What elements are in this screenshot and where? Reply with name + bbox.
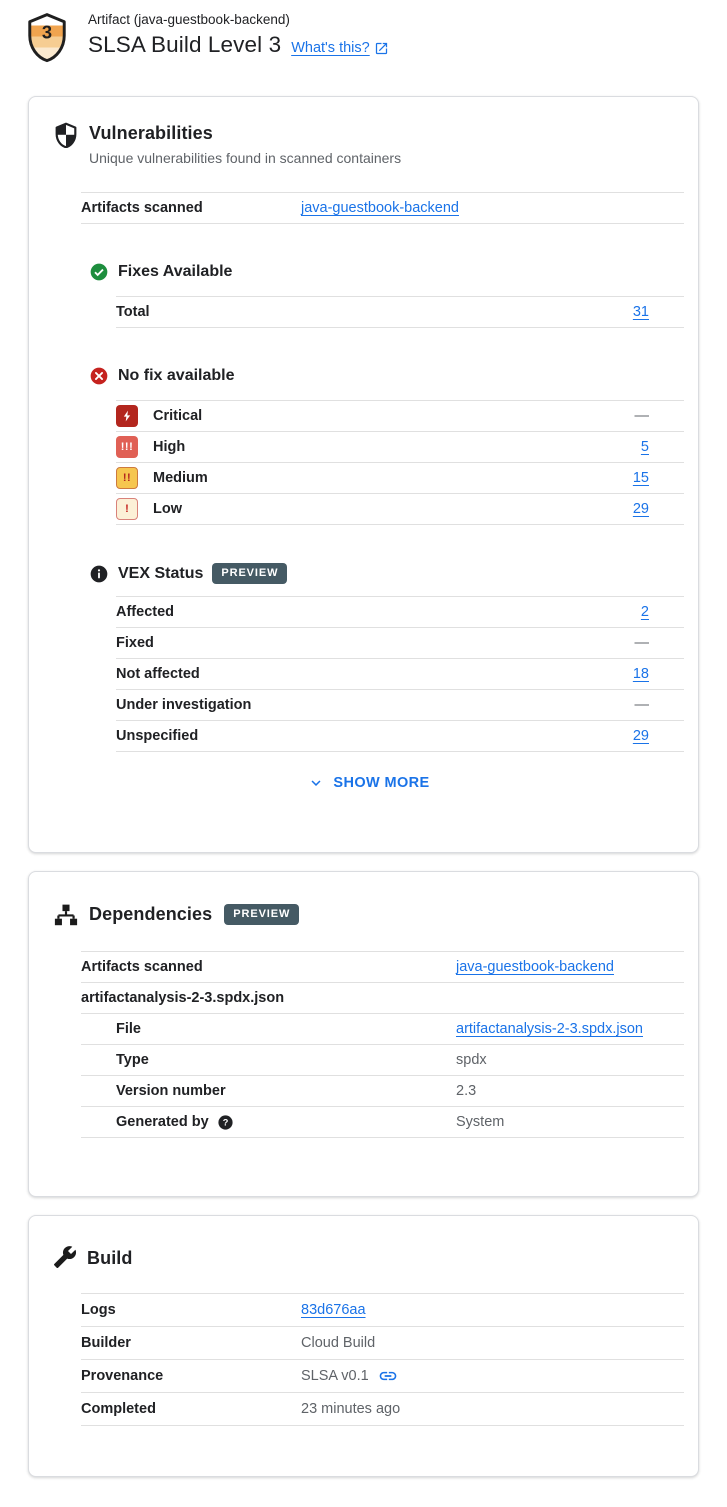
medium-count-link[interactable]: 15 — [632, 470, 649, 486]
artifact-eyebrow: Artifact (java-guestbook-backend) — [88, 12, 290, 27]
sbom-file-link[interactable]: artifactanalysis-2-3.spdx.json — [456, 1021, 643, 1037]
table-row — [116, 721, 684, 752]
type-label: Type — [116, 1052, 149, 1068]
version-number-label: Version number — [116, 1083, 226, 1099]
checkered-shield-icon — [53, 122, 79, 148]
table-row — [81, 1393, 684, 1426]
slsa-level-number: 3 — [41, 21, 53, 43]
type-value: spdx — [456, 1052, 487, 1068]
external-link-icon — [374, 41, 389, 56]
vulnerabilities-header — [53, 123, 684, 166]
low-label: Low — [153, 501, 182, 517]
table-row — [116, 659, 684, 690]
provenance-label: Provenance — [81, 1368, 164, 1384]
page-title: SLSA Build Level 3 — [88, 32, 282, 57]
check-circle-icon — [89, 262, 109, 282]
empty-value-dash: — — [634, 408, 649, 424]
generated-by-value: System — [456, 1114, 505, 1130]
high-label: High — [153, 439, 186, 455]
svg-text:?: ? — [222, 1117, 228, 1128]
not-affected-count-link[interactable]: 18 — [632, 666, 649, 682]
no-fix-table — [116, 400, 684, 525]
chevron-down-icon — [307, 774, 325, 792]
table-row — [116, 690, 684, 721]
show-more-button[interactable] — [307, 768, 429, 798]
fixes-available-header — [89, 262, 684, 282]
low-count-link[interactable]: 29 — [632, 501, 649, 517]
builder-label: Builder — [81, 1335, 131, 1351]
vex-status-header — [89, 563, 684, 584]
version-number-value: 2.3 — [456, 1083, 477, 1099]
preview-badge: PREVIEW — [212, 563, 287, 584]
vex-status-table — [116, 596, 684, 752]
dependencies-card — [28, 871, 699, 1197]
no-fix-title: No fix available — [118, 367, 235, 384]
high-count-link[interactable]: 5 — [640, 439, 649, 455]
medium-severity-icon: !! — [116, 467, 138, 489]
build-card — [28, 1215, 699, 1477]
table-row — [81, 1360, 684, 1393]
org-tree-icon — [53, 903, 79, 929]
table-group-row — [81, 983, 684, 1014]
table-row — [116, 597, 684, 628]
build-logs-link[interactable]: 83d676aa — [301, 1302, 366, 1318]
info-circle-icon — [89, 564, 109, 584]
empty-value-dash: — — [634, 697, 649, 713]
total-count-link[interactable]: 31 — [632, 304, 649, 320]
header-text-block — [88, 9, 389, 58]
build-header — [53, 1246, 684, 1269]
medium-label: Medium — [153, 470, 208, 486]
artifact-link[interactable]: java-guestbook-backend — [301, 200, 459, 216]
build-title: Build — [87, 1248, 133, 1268]
table-row — [116, 432, 684, 463]
question-circle-icon[interactable] — [217, 1114, 234, 1131]
completed-value: 23 minutes ago — [301, 1401, 401, 1417]
build-table — [81, 1293, 684, 1426]
table-row — [81, 1014, 684, 1045]
affected-count-link[interactable]: 2 — [640, 604, 649, 620]
artifacts-scanned-table — [81, 192, 684, 224]
table-row — [81, 1294, 684, 1327]
table-row — [81, 952, 684, 983]
table-row — [116, 628, 684, 659]
page-header — [0, 0, 727, 66]
dependencies-table — [81, 951, 684, 1138]
artifacts-scanned-label: Artifacts scanned — [81, 200, 203, 216]
critical-label: Critical — [153, 408, 203, 424]
critical-severity-icon — [116, 405, 138, 427]
logs-label: Logs — [81, 1302, 116, 1318]
vulnerabilities-card — [28, 96, 699, 853]
artifacts-scanned-label: Artifacts scanned — [81, 959, 203, 975]
fixes-available-table — [116, 296, 684, 328]
unspecified-count-link[interactable]: 29 — [632, 728, 649, 744]
table-row — [81, 1107, 684, 1138]
x-circle-icon — [89, 366, 109, 386]
vex-status-title: VEX Status — [118, 564, 204, 582]
table-row — [81, 193, 684, 224]
preview-badge: PREVIEW — [224, 904, 299, 925]
table-row — [116, 494, 684, 525]
table-row — [116, 463, 684, 494]
wrench-icon — [53, 1245, 77, 1269]
fixed-label: Fixed — [116, 635, 154, 651]
builder-value: Cloud Build — [301, 1335, 376, 1351]
vulnerabilities-title: Vulnerabilities — [89, 123, 213, 143]
dependencies-title: Dependencies — [89, 904, 213, 924]
provenance-value: SLSA v0.1 — [301, 1368, 369, 1384]
not-affected-label: Not affected — [116, 666, 200, 682]
whats-this-label: What's this? — [291, 40, 370, 56]
table-row — [81, 1327, 684, 1360]
table-row — [81, 1076, 684, 1107]
affected-label: Affected — [116, 604, 175, 620]
sbom-file-group-title: artifactanalysis-2-3.spdx.json — [81, 990, 285, 1006]
no-fix-header — [89, 366, 684, 386]
table-row — [116, 297, 684, 328]
table-row — [81, 1045, 684, 1076]
under-investigation-label: Under investigation — [116, 697, 252, 713]
generated-by-label-group — [116, 1114, 456, 1131]
low-severity-icon: ! — [116, 498, 138, 520]
artifact-link[interactable]: java-guestbook-backend — [456, 959, 614, 975]
high-severity-icon: !!! — [116, 436, 138, 458]
total-label: Total — [116, 304, 150, 320]
slsa-level-3-shield-icon — [25, 9, 69, 66]
whats-this-link[interactable] — [291, 40, 389, 56]
table-row — [116, 401, 684, 432]
vulnerabilities-subtitle: Unique vulnerabilities found in scanned containers — [89, 150, 402, 166]
chain-link-icon[interactable] — [378, 1366, 398, 1386]
show-more-label: SHOW MORE — [333, 775, 430, 791]
generated-by-label: Generated by — [116, 1114, 209, 1130]
fixes-available-title: Fixes Available — [118, 263, 233, 280]
unspecified-label: Unspecified — [116, 728, 199, 744]
completed-label: Completed — [81, 1401, 156, 1417]
empty-value-dash: — — [634, 635, 649, 651]
dependencies-header — [53, 904, 684, 929]
file-label: File — [116, 1021, 141, 1037]
